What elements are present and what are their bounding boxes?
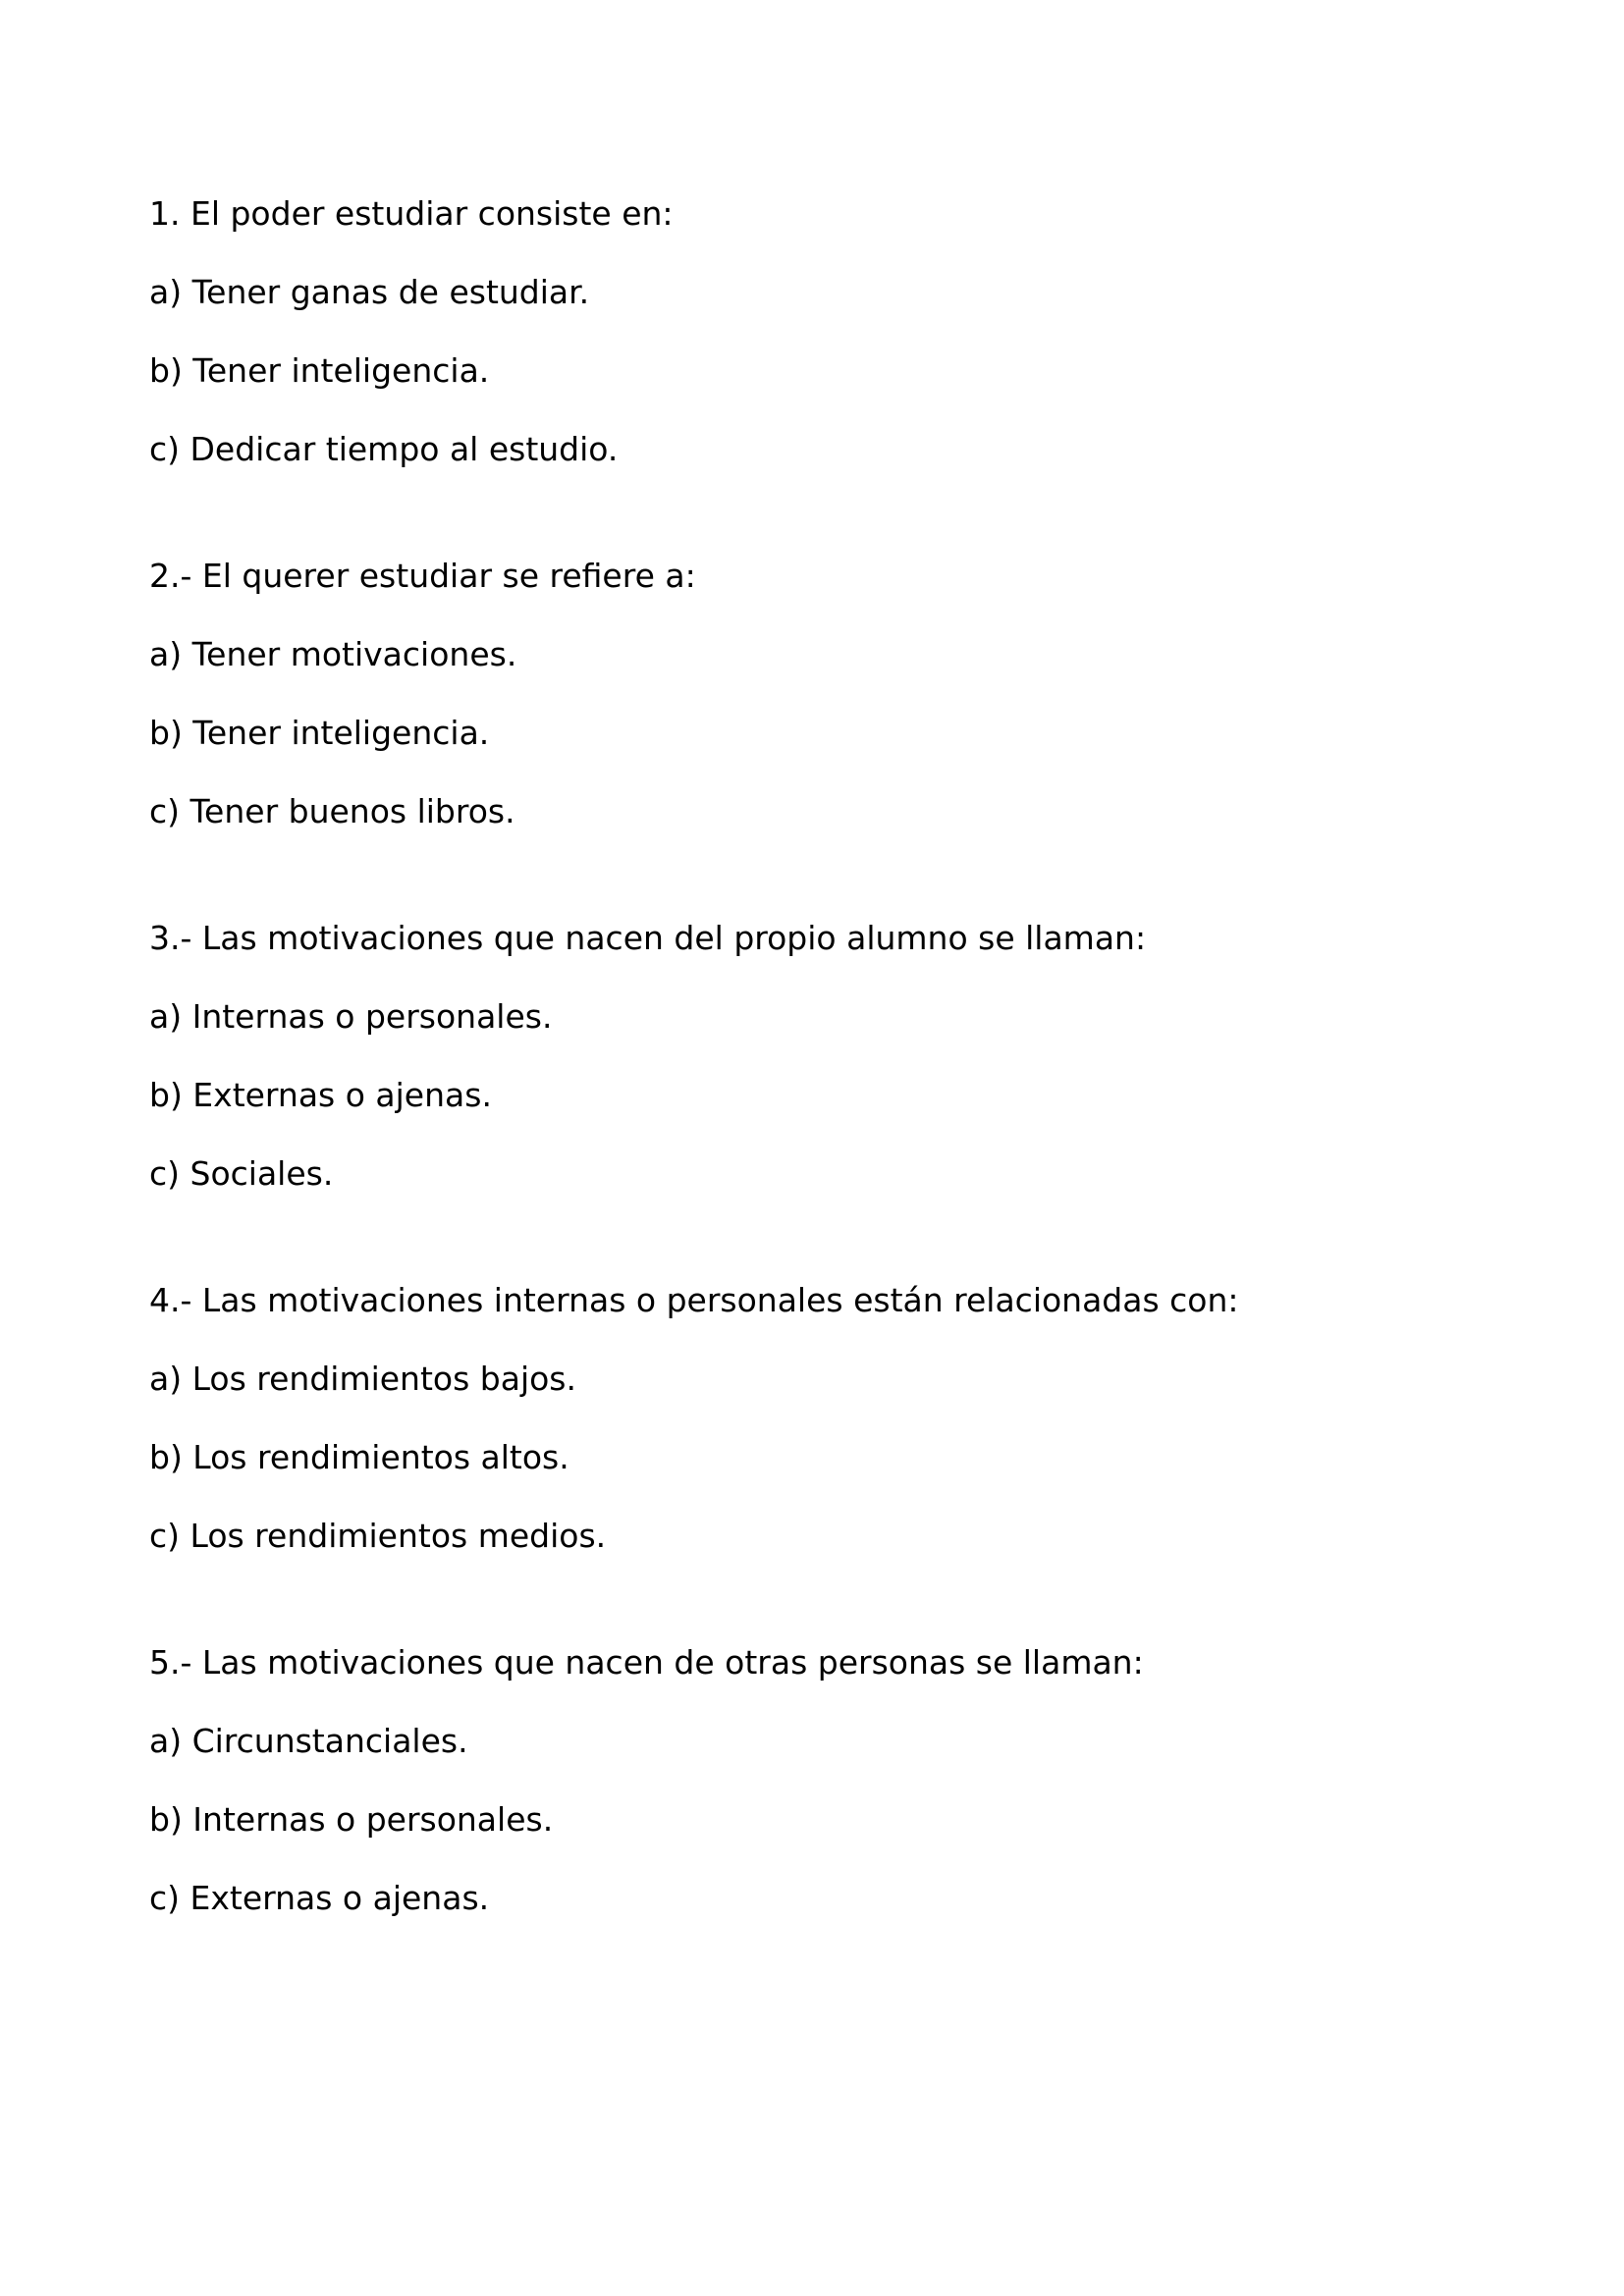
- question-block-3: [149, 917, 1565, 1196]
- question-4-text: 4.- Las motivaciones internas o personales están relacionadas con:: [149, 1281, 1239, 1319]
- question-3-option-a: a) Internas o personales.: [149, 997, 553, 1036]
- question-2-option-b: b) Tener inteligencia.: [149, 714, 490, 752]
- question-block-4: [149, 1279, 1565, 1558]
- question-5-option-a: a) Circunstanciales.: [149, 1722, 468, 1760]
- question-block-1: [149, 192, 1565, 471]
- question-4-option-b: b) Los rendimientos altos.: [149, 1438, 569, 1476]
- question-3-text: 3.- Las motivaciones que nacen del propio alumno se llaman:: [149, 919, 1147, 957]
- question-5-option-b: b) Internas o personales.: [149, 1800, 554, 1839]
- question-3-option-b: b) Externas o ajenas.: [149, 1076, 492, 1114]
- question-1-option-b: b) Tener inteligencia.: [149, 351, 490, 390]
- question-2-option-c: c) Tener buenos libros.: [149, 792, 515, 830]
- question-5-option-c: c) Externas o ajenas.: [149, 1879, 490, 1917]
- question-1-option-a: a) Tener ganas de estudiar.: [149, 273, 590, 311]
- question-2-text: 2.- El querer estudiar se refiere a:: [149, 557, 696, 595]
- question-4-option-c: c) Los rendimientos medios.: [149, 1517, 607, 1555]
- question-block-2: [149, 555, 1565, 833]
- question-1-option-c: c) Dedicar tiempo al estudio.: [149, 430, 619, 468]
- question-3-option-c: c) Sociales.: [149, 1154, 334, 1193]
- question-4-option-a: a) Los rendimientos bajos.: [149, 1360, 576, 1398]
- question-1-text: 1. El poder estudiar consiste en:: [149, 194, 674, 233]
- question-5-text: 5.- Las motivaciones que nacen de otras personas se llaman:: [149, 1643, 1144, 1682]
- question-block-5: [149, 1641, 1565, 1920]
- question-2-option-a: a) Tener motivaciones.: [149, 635, 517, 673]
